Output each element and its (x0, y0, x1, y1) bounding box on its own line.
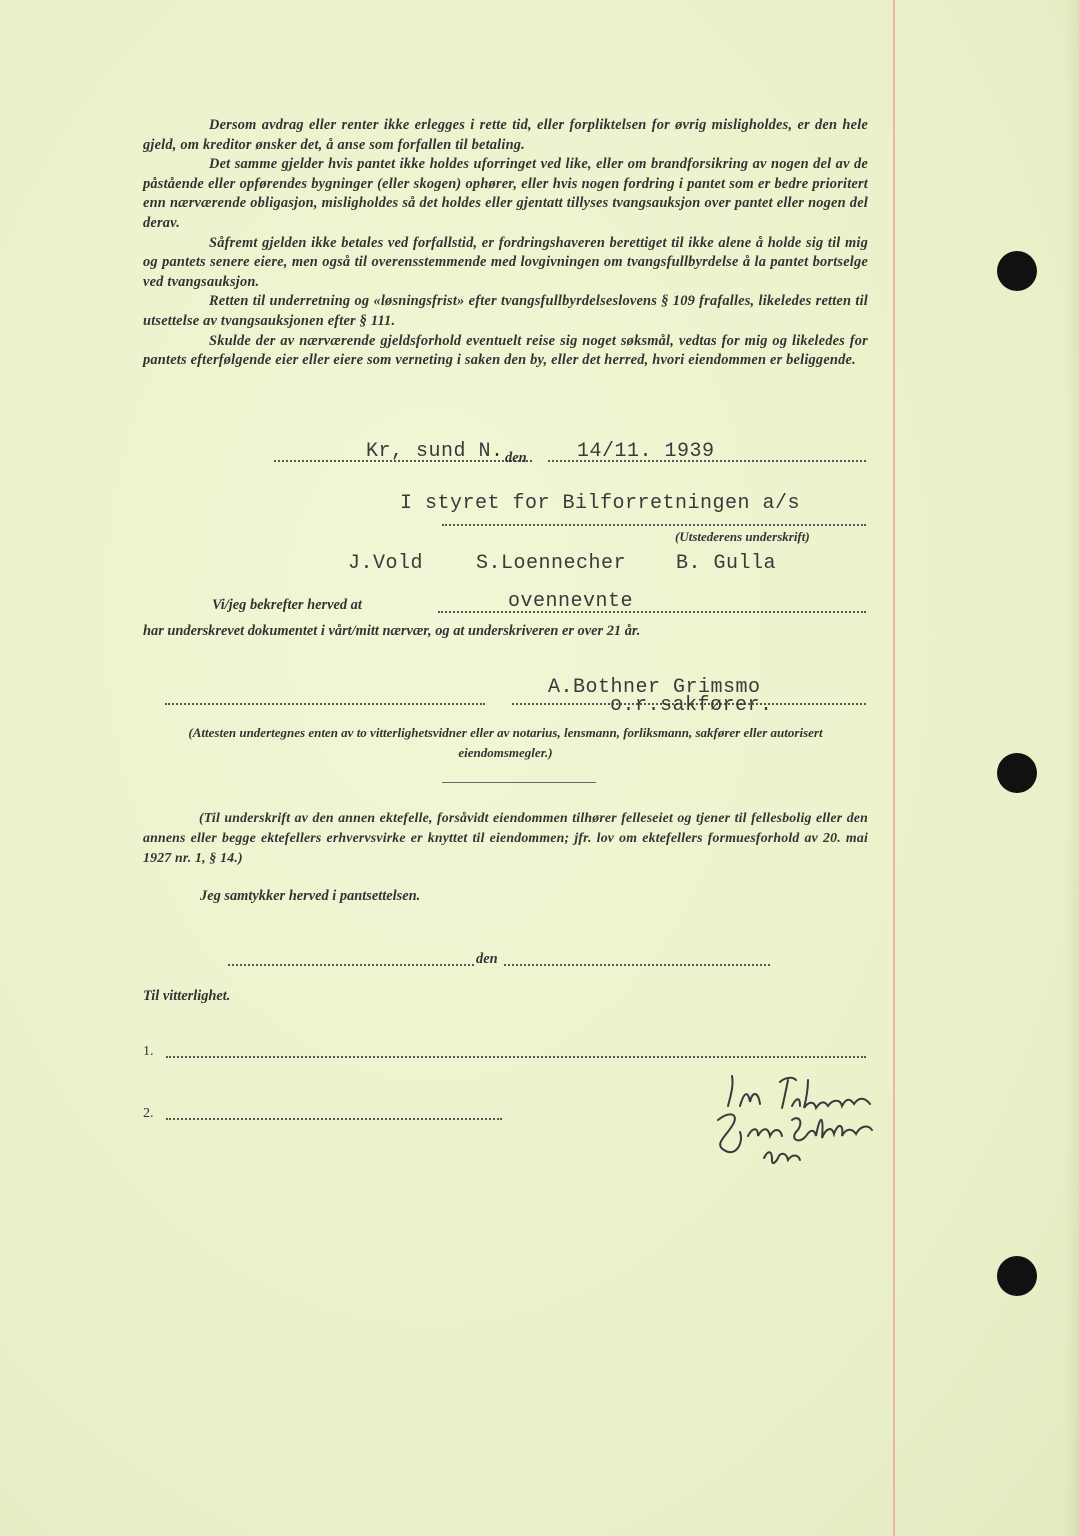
confirmation-line2: har underskrevet dokumentet i vårt/mitt nærvær, og at underskriveren er over 21 år. (143, 623, 641, 639)
paragraph: Såfremt gjelden ikke betales ved forfallstid, er fordringshaveren berettiget til ikke alene å holde sig til mig og pantets senere eiere, men også til overensstemmende med lovgivningen om tvangsfullbyrdelse å la pantet bortselge ved tvangsauksjon. (143, 234, 868, 290)
witness-number-2: 2. (143, 1106, 154, 1121)
punch-hole-icon (997, 1256, 1037, 1296)
date-value: 14/11. 1939 (577, 440, 715, 463)
signatory-3: B. Gulla (676, 552, 777, 575)
vitterlighet-label: Til vitterlighet. (143, 988, 231, 1004)
spouse-note-text: (Til underskrift av den annen ektefelle, forsåvidt eiendommen tilhører felleseiet og tjener til fellesbolig eller den annens eller begge ektefellers erhvervsvirke er knyttet til eiendommen; jfr. lov om ektefellers formuesforhold av 20. mai 1927 nr. 1, § 14.) (143, 810, 868, 865)
punch-hole-icon (997, 251, 1037, 291)
red-margin-line (893, 0, 895, 1536)
consent-text: Jeg samtykker herved i pantsettelsen. (200, 888, 421, 904)
consent-den-label: den (476, 951, 498, 967)
paragraph: Skulde der av nærværende gjeldsforhold eventuelt reise sig noget søksmål, vedtas for mig og likeledes for pantets efterfølgende eier eller eiere som verneting i saken den by, eller det herred, hvori eiendommen er beliggende. (143, 332, 868, 369)
confirmation-prefix: Vi/jeg bekrefter herved at (212, 597, 362, 613)
witness-title: o.r.sakfører. (610, 694, 773, 717)
witness-2-line (166, 1118, 502, 1120)
consent-place-line (228, 964, 474, 966)
place-value: Kr, sund N. (366, 440, 504, 463)
spouse-note (143, 808, 868, 868)
paragraph: Retten til underretning og «løsningsfrist» efter tvangsfullbyrdelseslovens § 109 frafalles, likeledes retten til utsettelse av tvangsauksjonen efter § 111. (143, 293, 868, 329)
den-label: den (505, 450, 527, 466)
confirmation-line (438, 611, 866, 613)
paragraph: Det samme gjelder hvis pantet ikke holdes uforringet ved like, eller om brandforsikring av nogen del av de påstående eller opførendes bygninger (eller skogen) ophører, eller hvis nogen fordring i pantet som er bedre prioritert enn nærværende obligasjon, misligholdes så det holdes eller gjentatt tillyses tvangsauksjon over pantet eller nogen del derav. (143, 156, 868, 231)
witness-caption: (Attesten undertegnes enten av to vitterlighetsvidner eller av notarius, lensmann, forliksmann, sakfører eller autorisert eiendomsmegler.) (188, 725, 823, 760)
witness-number-1: 1. (143, 1044, 154, 1059)
terms-text (143, 116, 868, 371)
handwritten-signature (700, 1062, 890, 1182)
confirmation-value: ovennevnte (508, 590, 634, 613)
signatory-2: S.Loennecher (476, 552, 627, 575)
witness-1-line (166, 1056, 866, 1058)
signatory-1: J.Vold (348, 552, 424, 575)
paragraph: Dersom avdrag eller renter ikke erlegges i rette tid, eller forpliktelsen for øvrig misligholdes, er den hele gjeld, om kreditor ønsker det, å anse som forfallen til betaling. (143, 117, 868, 153)
issuer-board-line: I styret for Bilforretningen a/s (400, 492, 801, 515)
page-edge-shadow (1065, 0, 1079, 1536)
consent-date-line (504, 964, 770, 966)
issuer-caption: (Utstederens underskrift) (675, 529, 810, 544)
issuer-signature-line (442, 524, 866, 526)
punch-hole-icon (997, 753, 1037, 793)
witness-line-left (165, 703, 485, 705)
witness-name: A.Bothner Grimsmo (548, 676, 761, 699)
divider (442, 782, 596, 783)
